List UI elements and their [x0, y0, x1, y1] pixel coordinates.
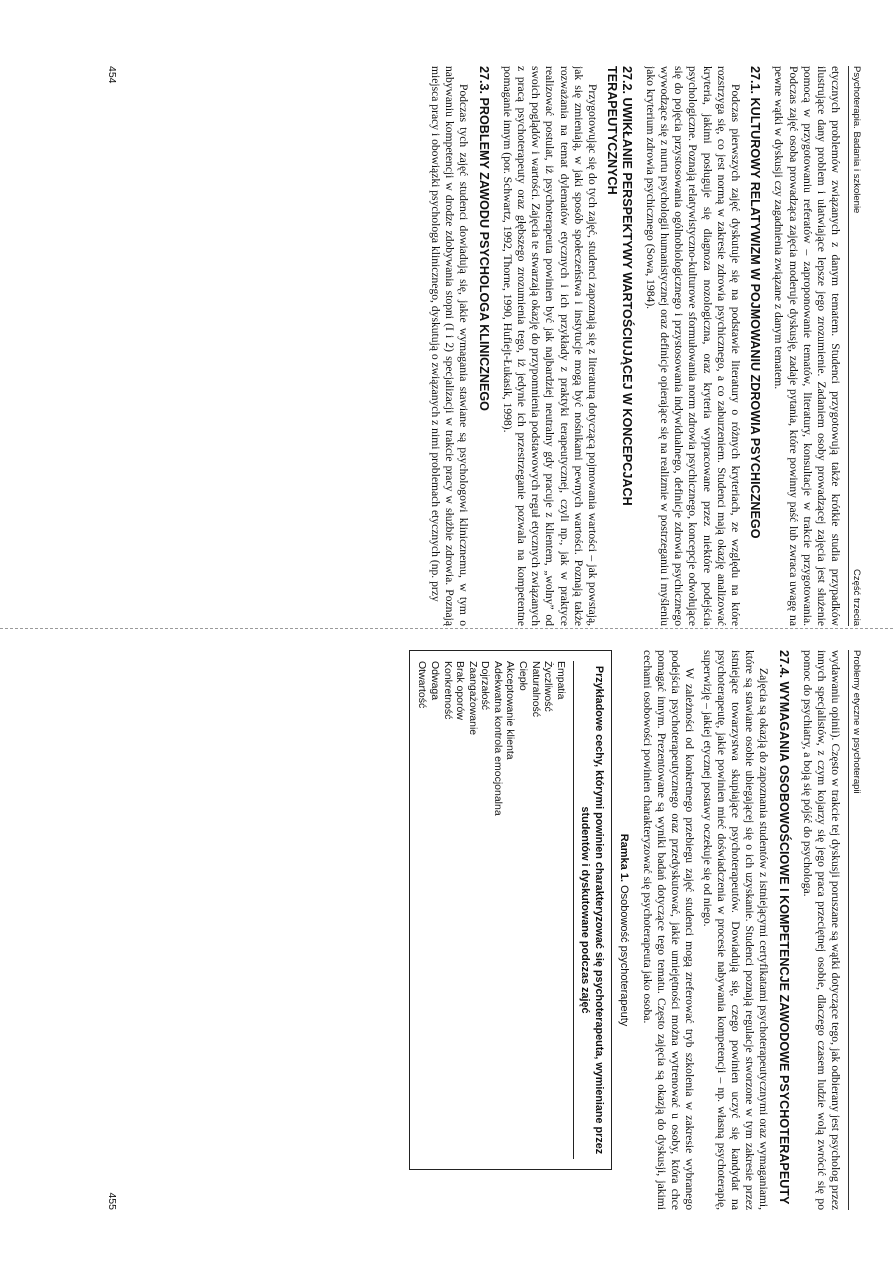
section-27-4-paragraph-2: W zależności od konkretnego przebiegu zajęć studenci mogą zreferować tryb szkolenia w zakresie wybranego podejścia psychoterapeutycznego oraz przedyskutować, jakie umiejętności można wytrenować u osoby, która chce pomagać innym. Prezentowane są wyniki badań dotyczące tego tematu. Często zajęcia są okazją do dyskusji, jakimi cechami osobowości powinien charakteryzować się psychoterapeuta jako osoba.	[640, 650, 697, 1210]
header-book-title: Psychoterapia. Badania i szkolenie	[851, 66, 862, 214]
trait-item: Naturalność	[529, 661, 542, 718]
intro-paragraph: etycznych problemów związanych z danym tematem. Studenci przygotowują także krótkie studia przypadków ilustrujące dany problem i ułatwiające lepsze jego zrozumienie. Zadaniem osoby prowadzącej zajęcia jest służenie pomocą w przygotowaniu referatów – zaproponowanie tematów, literatury, konsultacje w trakcie przygotowania. Podczas zajęć osoba prowadząca zajęcia moderuje dyskusję, zadaje pytania, które powinny paść lub zwraca uwagę na pewne wątki w dyskusji czy zagadnienia związane z danym tematem.	[772, 66, 842, 626]
section-27-2-text: Przygotowując się do tych zajęć, studenci zapoznają się z literaturą dotyczącą pojmowania wartości – jak powstają, jak się zmieniają, w jaki sposób społeczeństwa i instytucje mogą być nośnikami pewnych wartości. Poznają także rozważania na temat dylematów etycznych i ich przykłady z praktyki terapeutycznej, czyli np., jak w praktyce realizować postulat, iż psychoterapeuta powinien być jak najbardziej neutralny gdy pracuje z klientem, „wolny” od swoich poglądów i wartości. Zajęcia te stwarzają okazję do przypomnienia podstawowych reguł etycznych związanych z pracą psychoterapeuty oraz głębszego zrozumienia tego, iż jedynie ich przestrzeganie pozwala na kompetentne pomaganie innym (por. Schwartz, 1992, Thorne, 1990, Hufiejt-Łukasik, 1998).	[501, 66, 599, 626]
section-27-3-text: Podczas tych zajęć studenci dowiadują się, jakie wymagania stawiane są psychologowi klinicznemu, w tym o nabywaniu kompetencji w drodze zdobywania stopni (I i 2) specjalizacji w trakcie pracy w służbie zdrowia. Poznają miejsca pracy i obowiązki psychologa klinicznego, dyskutują o związanych z nimi problemach etycznych (np. przy	[429, 66, 471, 626]
box-caption	[618, 650, 630, 1210]
running-head-right	[848, 650, 862, 1210]
section-heading-27-3: 27.3. PROBLEMY ZAWODU PSYCHOLOGA KLINICZNEGO	[476, 66, 491, 411]
section-27-1-text: Podczas pierwszych zajęć dyskutuje się na podstawie literatury o różnych kryteriach, ze względu na które rozstrzyga się, co jest normą w zakresie zdrowia psychicznego, a co zaburzeniem. Studenci mają okazję analizować kryteria, jakimi posługuje się diagnoza nozologiczna, oraz kryteria wypracowane przez niektóre podejścia psychologiczne. Poznają relatywistyczno-kulturowe sformułowania norm zdrowia psychicznego, koncepcje odwołujące się do pojęcia przystosowania ogólnobiologicznego i przystosowania indywidualnego, definicje zdrowia psychicznego wywodzące się z nurtu psychologii humanistycznej oraz definicje opierające się na realizmie w postrzeganiu i myśleniu jako kryterium zdrowia psychicznego (Sowa, 1984).	[643, 66, 742, 626]
section-27-4-paragraph-1: Zajęcia są okazją do zapoznania studentów z istniejącymi certyfikatami psychoterapeutycznymi oraz wymaganiami, które są stawiane osobie ubiegającej się o ich uzyskanie. Studenci poznają regulacje stworzone w tym zakresie przez istniejące towarzystwa skupiające psychoterapeutów. Dowiadują się, czego powinien uczyć się kandydat na psychoterapeutę, jakie powinien mieć doświadczenia w procesie nabywania kompetencji – np. własną psychoterapię, superwizję – jakiej etycznej postawy oczekuje się od niego.	[700, 650, 771, 1210]
header-chapter-title: Problemy etyczne w psychoterapii	[851, 650, 862, 794]
traits-list	[416, 661, 567, 1159]
continued-paragraph: wydawaniu opinii). Często w trakcie tej dyskusji poruszane są wątki dotyczące tego, jak odbierany jest psycholog przez innych specjalistów, z czym kojarzy się jego praca przeciętnej osobie, dlaczego czasem ludzie wolą zwrócić się po pomoc do psychiatry, a boją się pójść do psychologa.	[800, 650, 842, 1210]
traits-box	[409, 650, 612, 1170]
trait-item: Otwartość	[416, 661, 429, 709]
section-heading-27-1: 27.1. KULTUROWY RELATYWIZM W POJMOWANIU ZDROWIA PSYCHICZNEGO	[748, 66, 763, 539]
trait-item: Dojrzałość	[479, 661, 492, 711]
trait-item: Odwaga	[428, 661, 441, 701]
page-fold-line	[0, 628, 893, 629]
box-caption-text: Osobowość psychoterapeuty	[617, 885, 630, 1027]
trait-item: Konkretność	[441, 661, 454, 720]
traits-box-heading: Przykładowe cechy, którymi powinien charakteryzować się psychoterapeuta, wymieniane przez studentów i dyskutowane podczas zajęć	[573, 661, 605, 1159]
trait-item: Akceptowanie klienta	[504, 661, 517, 760]
header-part: Część trzecia	[851, 568, 862, 626]
trait-item: Ciepło	[517, 661, 530, 691]
page-number-left: 454	[106, 66, 118, 84]
trait-item: Zaangażowanie	[466, 661, 479, 736]
left-page	[102, 66, 862, 626]
trait-item: Adekwatna kontrola emocjonalna	[491, 661, 504, 816]
running-head-left	[848, 66, 862, 626]
section-heading-27-4: 27.4. WYMAGANIA OSOBOWOŚCIOWE I KOMPETENCJE ZAWODOWE PSYCHOTERAPEUTY	[776, 650, 791, 1205]
right-page	[102, 650, 862, 1210]
box-caption-label: Ramka 1.	[617, 833, 630, 882]
trait-item: Empatia	[554, 661, 567, 700]
page-number-right: 455	[106, 1192, 118, 1210]
trait-item: Życzliwość	[542, 661, 555, 712]
section-heading-27-2: 27.2. UWIKŁANIE PERSPEKTYWY WARTOŚCIUJĄCEJ W KONCEPCJACH TERAPEUTYCZNYCH	[605, 66, 634, 506]
trait-item: Brak oporów	[454, 661, 467, 720]
